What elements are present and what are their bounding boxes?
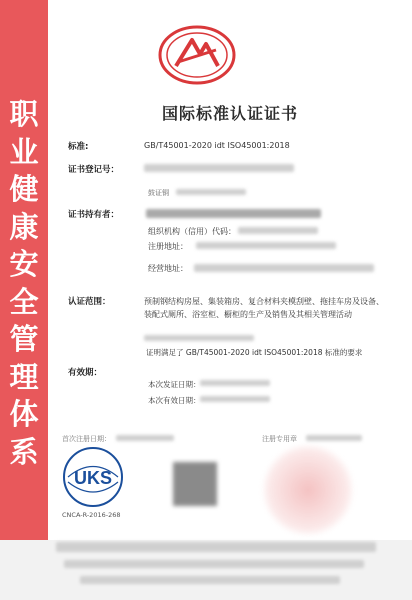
expiry-date-label: 本次有效日期： — [148, 396, 201, 405]
reg-address-label: 注册地址： — [148, 242, 188, 251]
validity-label: 有效期： — [68, 368, 103, 378]
footer-line-redacted-1 — [56, 542, 376, 552]
scope-redacted — [144, 335, 254, 341]
banner-char: 管 — [9, 322, 39, 356]
registration-seal-label: 注册专用章 — [262, 435, 297, 443]
footer-line-redacted-3 — [80, 576, 340, 584]
standard-value: GB/T45001-2020 idt ISO45001:2018 — [144, 141, 290, 150]
qr-code-redacted — [173, 462, 217, 506]
vertical-banner — [0, 0, 48, 540]
uks-accreditation-code: CNCA-R-2016-268 — [62, 511, 121, 519]
reg-address-redacted — [196, 242, 336, 249]
certification-logo — [156, 24, 238, 86]
org-code-label: 组织机构（信用）代码： — [148, 227, 236, 236]
org-code-redacted — [238, 227, 318, 234]
banner-char: 理 — [9, 359, 39, 394]
holder-name-redacted-2 — [146, 209, 321, 218]
expiry-date-redacted — [200, 396, 270, 402]
banner-char: 全 — [9, 284, 39, 319]
holder-name-redacted-1 — [176, 189, 246, 195]
certificate-title: 国际标准认证证书 — [161, 104, 298, 123]
footer-area — [0, 540, 412, 600]
registration-number-label: 证书登记号： — [68, 165, 120, 175]
holder-name-prefix: 鼓证铜 — [148, 189, 169, 197]
uks-logo — [62, 446, 124, 508]
issue-date-redacted — [200, 380, 270, 386]
banner-text — [0, 96, 48, 471]
banner-char: 健 — [9, 172, 39, 206]
scope-label: 认证范围： — [68, 297, 111, 307]
footer-line-redacted-2 — [64, 560, 364, 568]
standard-label: 标准: — [68, 142, 89, 152]
scope-statement: 证明满足了 GB/T45001-2020 idt ISO45001:2018 标准的要求 — [146, 348, 363, 357]
holder-label: 证书持有者： — [68, 210, 120, 220]
banner-char: 安 — [9, 247, 39, 281]
scope-text: 预制钢结构房屋、集装箱房、复合材料夹模刮壁、拖挂车房及设备、装配式厕所、浴室柜、橱柜的生产及销售及其相关管理活动 — [144, 297, 384, 319]
banner-char: 系 — [9, 434, 39, 469]
registration-seal-redacted — [306, 435, 362, 441]
uks-logo-text: UKS — [73, 468, 113, 488]
banner-char: 业 — [9, 134, 39, 169]
official-seal — [262, 444, 354, 536]
biz-address-label: 经营地址： — [148, 264, 188, 273]
first-registration-redacted — [116, 435, 174, 441]
banner-char: 职 — [9, 97, 39, 131]
issue-date-label: 本次发证日期： — [148, 380, 201, 389]
biz-address-redacted — [194, 264, 374, 272]
banner-char: 康 — [9, 209, 39, 244]
first-registration-label: 首次注册日期： — [62, 435, 111, 443]
registration-number-redacted — [144, 164, 294, 172]
banner-char: 体 — [9, 397, 39, 431]
